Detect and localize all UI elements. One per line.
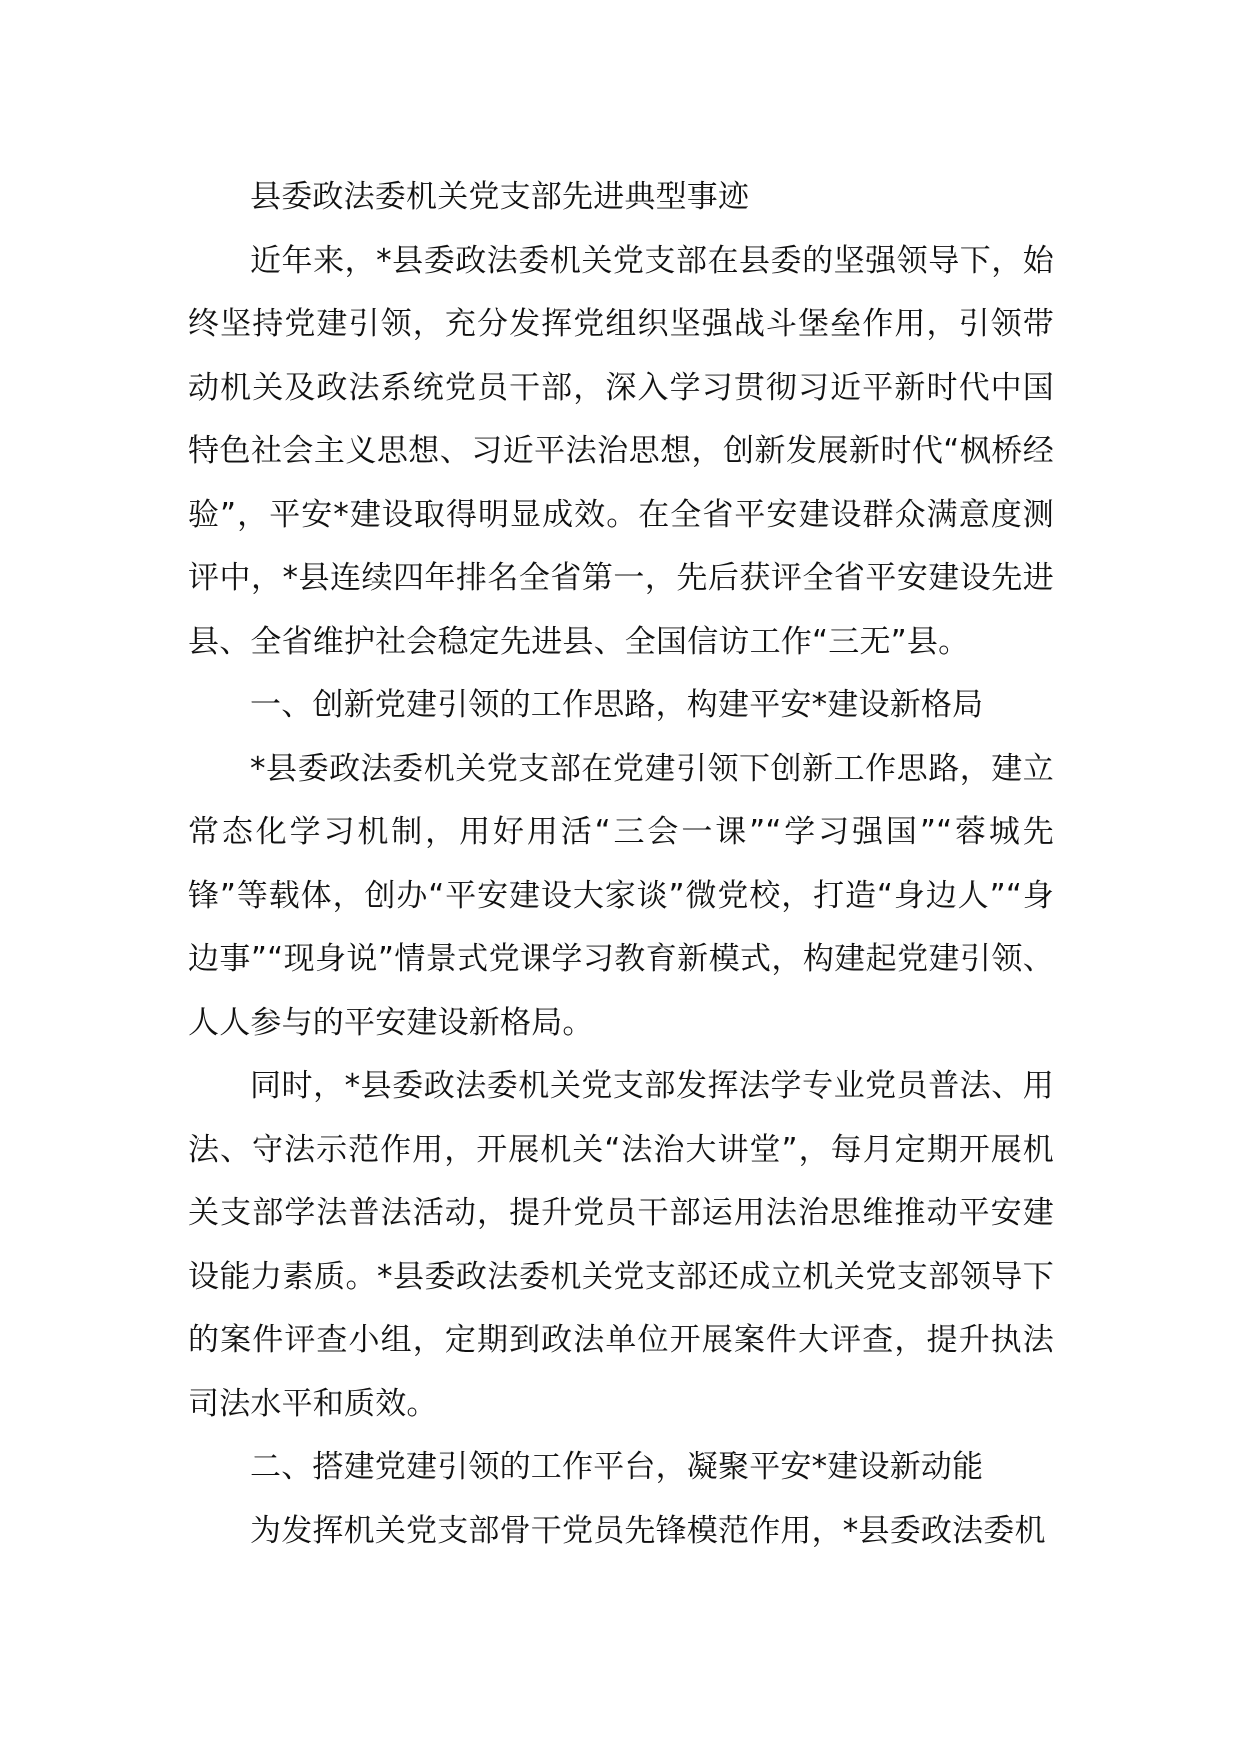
document-body: [188, 166, 1054, 1563]
section-heading-1: 一、创新党建引领的工作思路，构建平安*建设新格局: [250, 687, 984, 723]
section-heading-2: 二、搭建党建引领的工作平台，凝聚平安*建设新动能: [250, 1449, 984, 1485]
paragraph-section-1-b: 同时，*县委政法委机关党支部发挥法学专业党员普法、用法、守法示范作用，开展机关“法治大讲堂”，每月定期开展机关支部学法普法活动，提升党员干部运用法治思维推动平安建设能力素质。*县委政法委机关党支部还成立机关党支部领导下的案件评查小组，定期到政法单位开展案件大评查，提升执法司法水平和质效。: [188, 1068, 1054, 1422]
paragraph-section-2-a: 为发挥机关党支部骨干党员先锋模范作用，*县委政法委机: [250, 1512, 1046, 1549]
document-title: 县委政法委机关党支部先进典型事迹: [250, 179, 750, 215]
paragraph-section-1-a: *县委政法委机关党支部在党建引领下创新工作思路，建立常态化学习机制，用好用活“三会一课”“学习强国”“蓉城先锋”等载体，创办“平安建设大家谈”微党校，打造“身边人”“身边事”“现身说”情景式党课学习教育新模式，构建起党建引领、人人参与的平安建设新格局。: [188, 750, 1054, 1041]
paragraph-intro: 近年来，*县委政法委机关党支部在县委的坚强领导下，始终坚持党建引领，充分发挥党组织坚强战斗堡垒作用，引领带动机关及政法系统党员干部，深入学习贯彻习近平新时代中国特色社会主义思想、习近平法治思想，创新发展新时代“枫桥经验”，平安*建设取得明显成效。在全省平安建设群众满意度测评中，*县连续四年排名全省第一，先后获评全省平安建设先进县、全省维护社会稳定先进县、全国信访工作“三无”县。: [188, 242, 1054, 660]
